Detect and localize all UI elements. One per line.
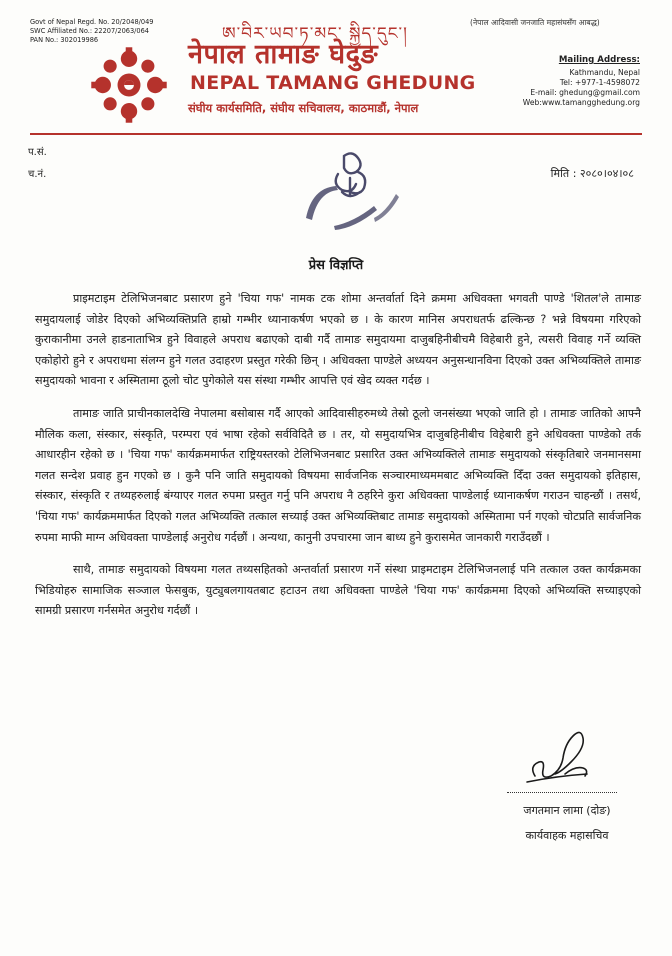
organization-title-nepali: नेपाल तामाङ घेदुङ [188,39,379,70]
signatory-position: कार्यवाहक महासचिव [525,829,609,842]
registration-line: Govt of Nepal Regd. No. 20/2048/049 [30,18,154,26]
mailing-email: E-mail: ghedung@gmail.com [530,88,640,97]
document-title: प्रेस विज्ञप्ति [308,258,364,273]
mailing-web: Web:www.tamangghedung.org [522,98,640,107]
handwritten-signature-icon [505,730,615,790]
mailing-heading: Mailing Address: [558,55,640,65]
letter-date: मिति : २०८०।०४।०८ [550,167,634,180]
mailing-tel: Tel: +977-1-4598072 [559,78,640,87]
organization-title-english: NEPAL TAMANG GHEDUNG [190,72,476,94]
mailing-city: Kathmandu, Nepal [569,68,640,77]
body-paragraph: तामाङ जाति प्राचीनकालदेखि नेपालमा बसोबास गर्दै आएको आदिवासीहरुमध्ये तेस्रो ठूलो जनसंख्या भएको जाति हो । तामाङ जातिको आफ्नै मौलिक कला, संस्कार, संस्कृति, परम्परा एवं भाषा रहेको सर्वविदितै छ । तर, यो समुदायभित्र दाजुबहिनीबीच विहेबारी हुने अधिवक्ता पाण्डेको तर्क आधारहीन रहेको छ । 'चिया गफ' कार्यक्रममार्फत राष्ट्रियस्तरको टेलिभिजनबाट प्रसारित उक्त अभिव्यक्तिले तामाङ समुदायको संस्कृतिबारे जनमानसमा गलत सन्देश प्रवाह हुन गएको छ । कुनै पनि जाति समुदायको विषयमा सार्वजनिक सञ्चारमाध्यममबाट अभिव्यक्ति दिँदा उक्त समुदायको इतिहास, संस्कार, संस्कृति र तथ्यहरुलाई बंग्याएर गलत रुपमा प्रस्तुत गर्नु पनि अपराध नै ठहरिने कुरा अधिवक्ता पाण्डेलाई ध्यानाकर्षण गराउन चाहन्छौं । तसर्थ, 'चिया गफ' कार्यक्रममार्फत दिएको गलत अभिव्यक्ति तत्काल सच्याई उक्त अभिव्यक्तिबाट तामाङ समुदायको अस्मितामा पर्न गएको चोटप्रति सार्वजनिक रुपमा माफी माग्न अधिवक्ता पाण्डेलाई अनुरोध गर्दछौं । अन्यथा, कानुनी उपचारमा जान बाध्य हुने कुरासमेत जानकारी गराउँदछौं । [35,406,641,544]
signatory-name: जगतमान लामा (दोङ) [523,804,611,817]
registration-line: PAN No.: 302019986 [30,36,99,44]
registration-info [30,18,153,45]
tibetan-title: ཨ་བིར་ཡབ་ཏ་མང་ སྐྱིད་དུང་། [222,24,408,44]
affiliation-tagline: (नेपाल आदिवासी जनजाति महासंघसँग आबद्ध) [470,18,600,27]
press-release-body [35,289,641,634]
organization-subtitle: संघीय कार्यसमिति, संघीय सचिवालय, काठमाडौं, नेपाल [188,101,419,115]
reference-chn: च.नं. [28,169,47,180]
body-paragraph: साथै, तामाङ समुदायको विषयमा गलत तथ्यसहितको अन्तर्वार्ता प्रसारण गर्ने संस्था प्राइमटाइम टेलिभिजनलाई पनि तत्काल उक्त कार्यक्रमका भिडियोहरु सामाजिक सञ्जाल फेसबुक, युट्युबलगायतबाट हटाउन तथा अधिवक्ता पाण्डेले 'चिया गफ' कार्यक्रममा दिएको अभिव्यक्ति सच्याइएको सामग्री प्रसारण गर्नसमेत अनुरोध गर्दछौं । [35,563,641,618]
mailing-address [480,55,640,108]
reference-ps: प.सं. [28,147,47,158]
header-divider [30,133,642,135]
registration-line: SWC Affiliated No.: 22207/2063/064 [30,27,149,35]
organization-logo-icon [88,44,170,126]
signature-line [507,792,617,793]
body-paragraph: प्राइमटाइम टेलिभिजनबाट प्रसारण हुने 'चिया गफ' नामक टक शोमा अन्तर्वार्ता दिने क्रममा अधिवक्ता भगवती पाण्डे 'शितल'ले तामाङ समुदायलाई जोडेर दिएको अभिव्यक्तिप्रति हाम्रो गम्भीर ध्यानाकर्षण भएको छ । के कारण मानिस अपराधतर्फ ढल्किन्छ ? भन्ने विषयमा गरिएको कुराकानीमा उनले हाडनाताभित्र हुने विवाहले अपराध बढाएको दाबी गर्दै तामाङ समुदायमा दाजुबहिनीबीचमै विहेबारी हुने, त्यसरी विवाह गर्ने व्यक्ति एकोहोरो हुने र अपराधमा संलग्न हुने गलत उदाहरण प्रस्तुत गरेकी छिन् । अधिवक्ता पाण्डेले अध्ययन अनुसन्धानविना दिएको उक्त अभिव्यक्तिले तामाङ समुदायको भावना र अस्मितामा ठूलो चोट पुगेकोले यस संस्था गम्भीर आपत्ति एवं खेद व्यक्त गर्दछ । [35,292,641,388]
organization-stamp-icon [294,148,414,240]
